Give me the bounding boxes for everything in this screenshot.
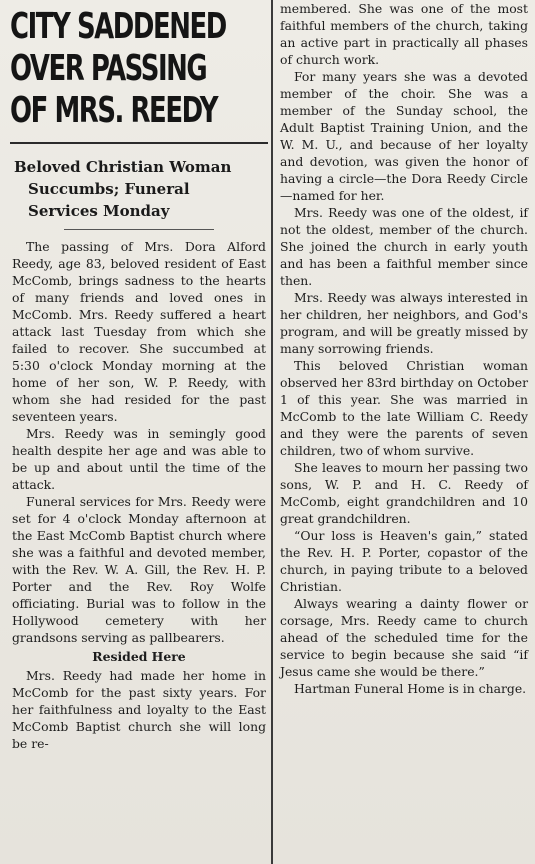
paragraph: Funeral services for Mrs. Reedy were set for 4 o'clock Monday afternoon at the East McComb Baptist church where she was a faithful and devoted member, with the Rev. W. A. Gill, the Rev. H. P. Porter and the Rev. Roy Wolfe officiating. Burial was to follow in the Hollywood cemetery with her grandsons serving as pallbearers. — [12, 494, 266, 645]
deck-divider — [64, 229, 214, 230]
deck-subheadline — [14, 156, 264, 222]
paragraph: For many years she was a devoted member of the choir. She was a member of the Sunday school, the Adult Baptist Training Union, and the W. M. U., and because of her loyalty and devotion, was given the honor of having a circle—the Dora Reedy Circle—named for her. — [280, 69, 528, 203]
deck-line: Services Monday — [28, 202, 170, 220]
left-body-text — [12, 238, 266, 752]
column-rule — [271, 0, 273, 864]
paragraph: The passing of Mrs. Dora Alford Reedy, age 83, beloved resident of East McComb, brings sadness to the hearts of many friends and loved ones in McComb. Mrs. Reedy suffered a heart attack last Tuesday from which she failed to recover. She succumbed at 5:30 o'clock Monday morning at the home of her son, W. P. Reedy, with whom she had resided for the past seventeen years. — [12, 239, 266, 424]
left-column — [4, 0, 270, 864]
headline-line: OVER PASSING — [10, 48, 207, 89]
right-body-text — [280, 0, 528, 697]
paragraph: Mrs. Reedy was in semingly good health despite her age and was able to be up and about until the time of the attack. — [12, 426, 266, 492]
headline-line: OF MRS. REEDY — [10, 90, 218, 131]
paragraph: This beloved Christian woman observed her 83rd birthday on October 1 of this year. She was married in McComb to the late William C. Reedy and they were the parents of seven children, two of whom survive. — [280, 358, 528, 458]
paragraph: Hartman Funeral Home is in charge. — [294, 681, 527, 696]
paragraph: “Our loss is Heaven's gain,” stated the Rev. H. P. Porter, copastor of the church, in paying tribute to a beloved Christian. — [280, 528, 528, 594]
paragraph: Mrs. Reedy was one of the oldest, if not the oldest, member of the church. She joined the church in early youth and has been a faithful member since then. — [280, 205, 528, 288]
paragraph: Mrs. Reedy was always interested in her children, her neighbors, and God's program, and will be greatly missed by many sorrowing friends. — [280, 290, 528, 356]
deck-line: Succumbs; Funeral — [28, 180, 190, 198]
paragraph: Always wearing a dainty flower or corsage, Mrs. Reedy came to church ahead of the scheduled time for the service to begin because she said “if Jesus came she would be there.” — [280, 596, 528, 679]
paragraph-continuation: membered. She was one of the most faithful members of the church, taking an active part in practically all phases of church work. — [280, 1, 528, 67]
headline-divider — [10, 142, 268, 144]
headline-line: CITY SADDENED — [10, 6, 226, 47]
paragraph: Mrs. Reedy had made her home in McComb for the past sixty years. For her faithfulness and loyalty to the East McComb Baptist church she will long be re- — [12, 668, 266, 751]
paragraph: She leaves to mourn her passing two sons, W. P. and H. C. Reedy of McComb, eight grandchildren and 10 great grandchildren. — [280, 460, 528, 526]
right-column — [276, 0, 532, 864]
deck-line: Beloved Christian Woman — [14, 158, 232, 176]
headline — [10, 6, 269, 132]
section-subhead: Resided Here — [92, 649, 186, 664]
